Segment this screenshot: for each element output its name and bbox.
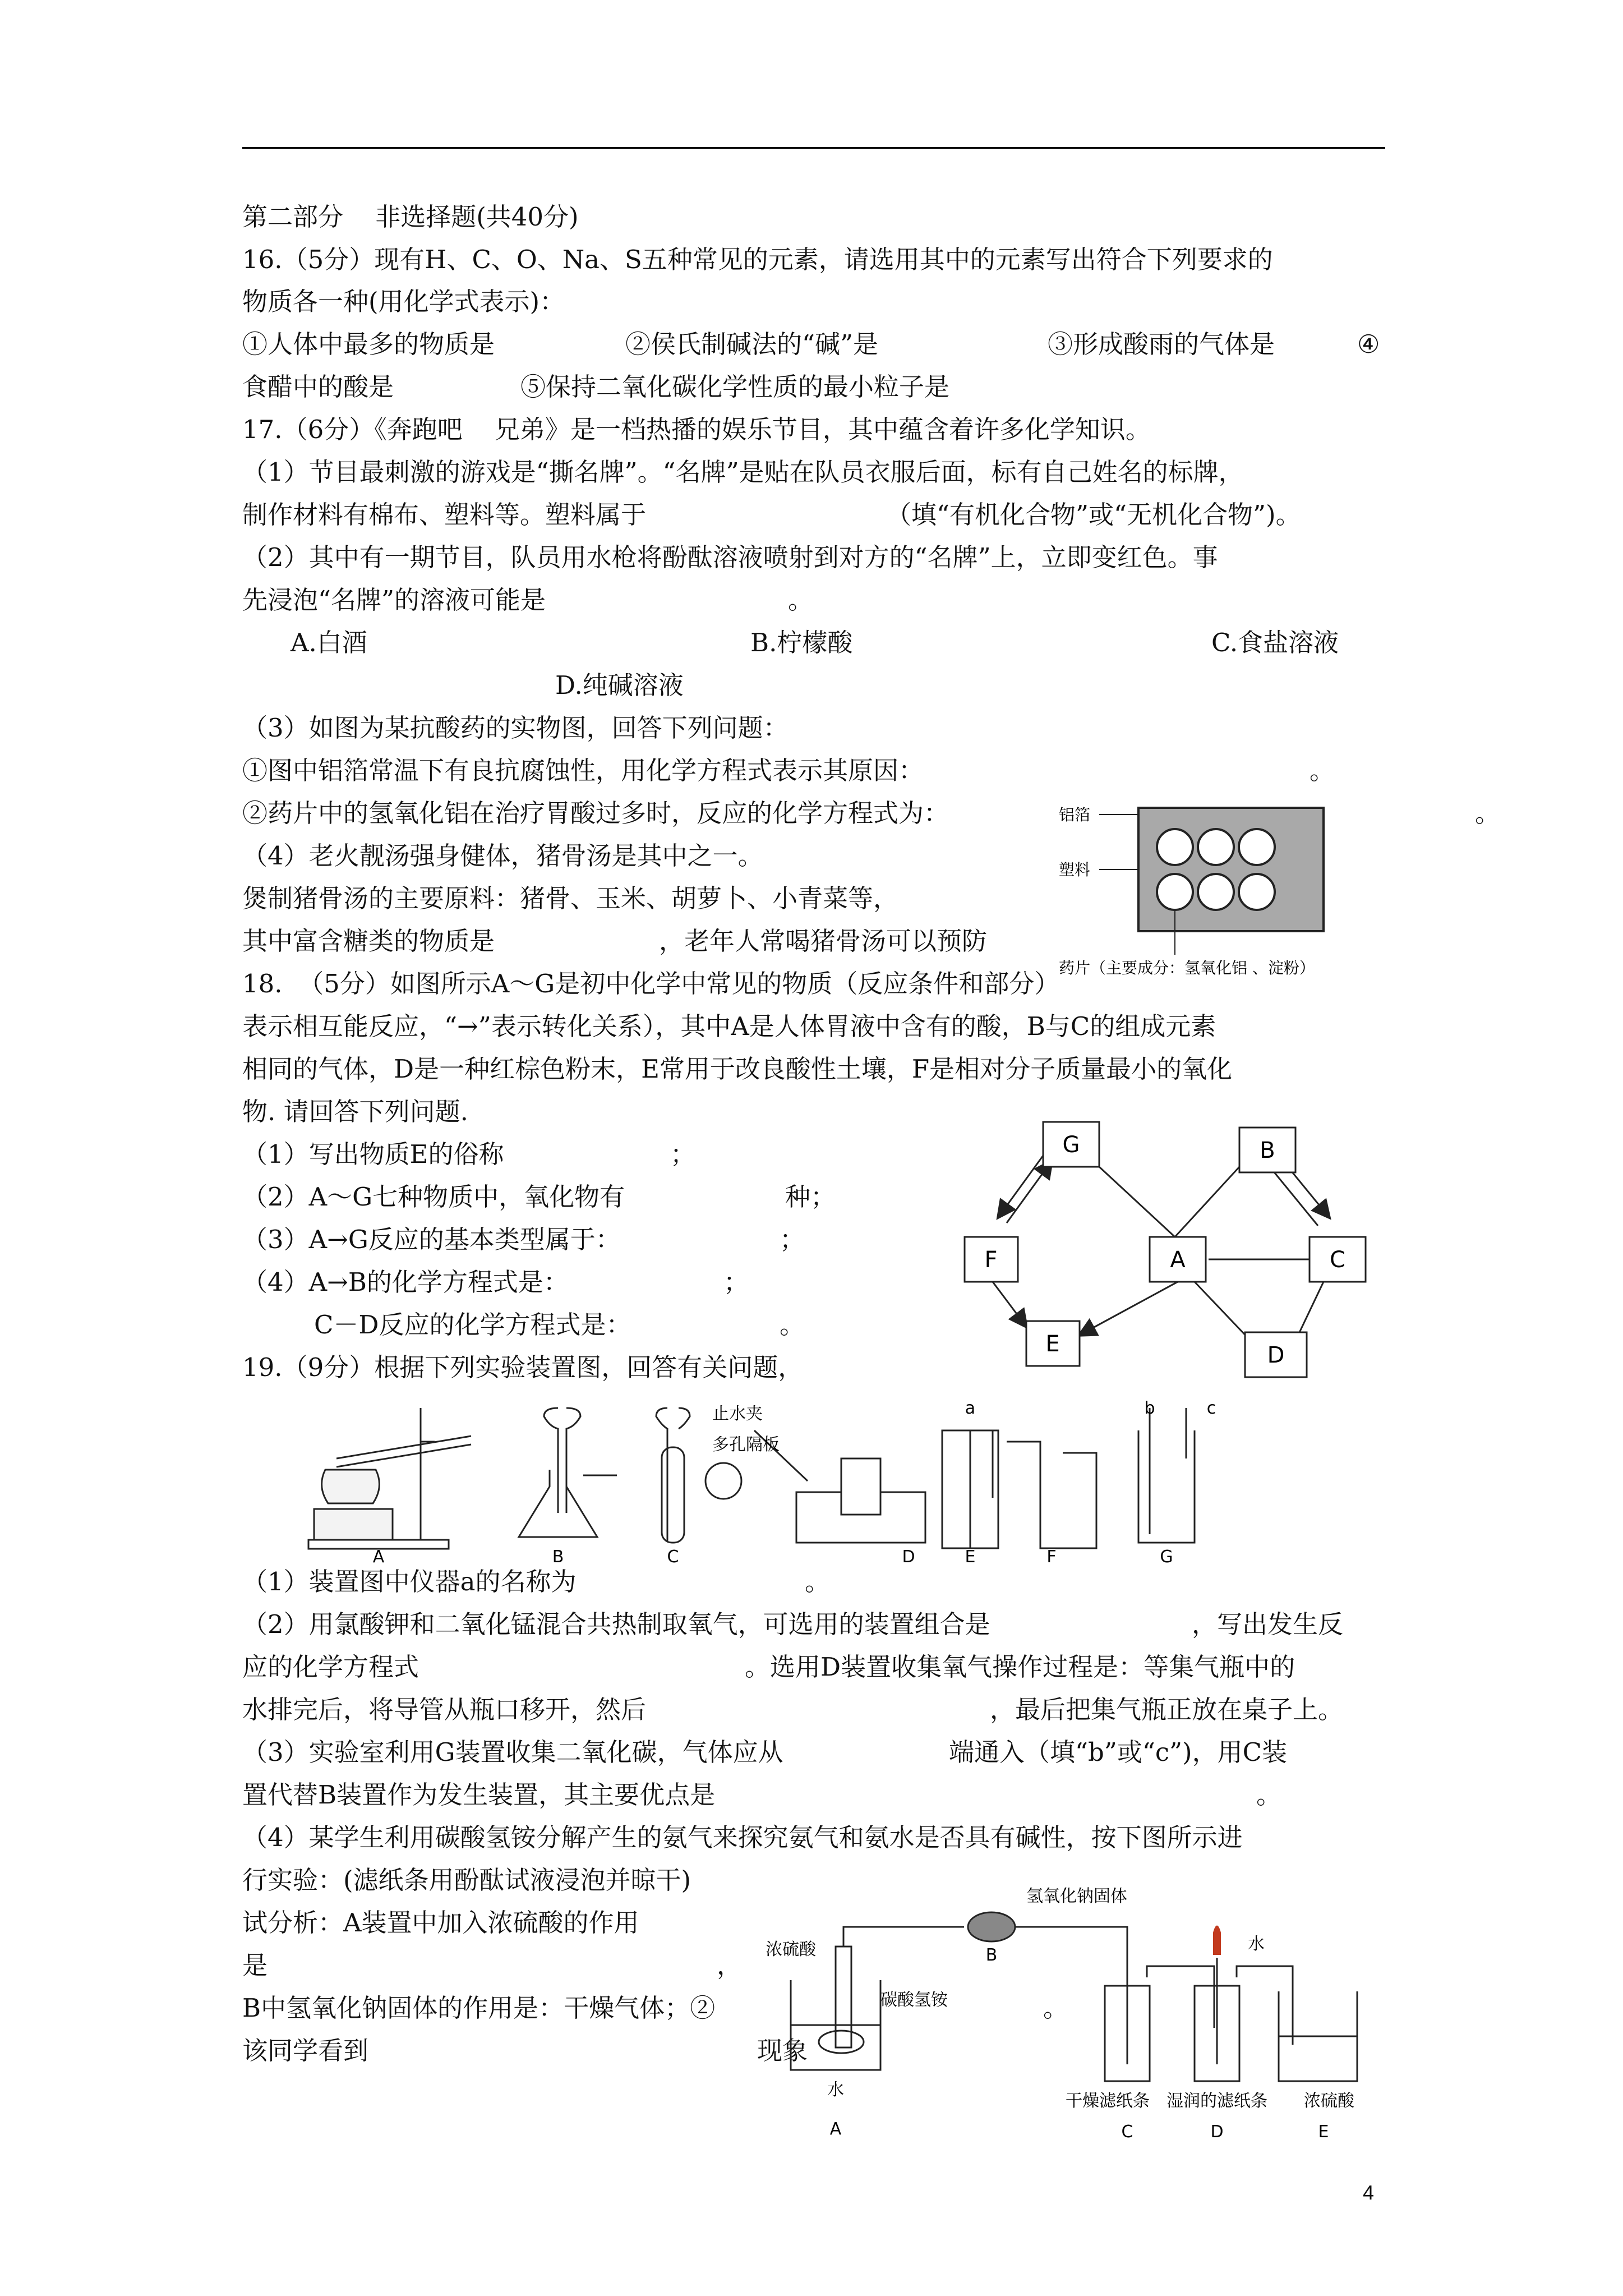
q18-part2b: 种； [785,1182,836,1212]
q16-item4-mark: ④ [1357,329,1380,359]
q17-line11: 煲制猪骨汤的主要原料：猪骨、玉米、胡萝卜、小青菜等， [242,884,899,913]
q18-part5b: 。 [780,1310,805,1340]
q19-part2d: 。选用D装置收集氧气操作过程是：等集气瓶中的 [745,1652,1295,1682]
tablet [1198,829,1234,865]
apparatus-label-a: A [372,1547,385,1565]
q19-part3a: （3）实验室利用G装置收集二氧化碳，气体应从 [242,1737,783,1767]
apparatus-label-b: B [552,1547,564,1565]
q17-option-b: B.柠檬酸 [750,628,853,657]
q19-part2c: 应的化学方程式 [242,1652,419,1682]
q18-part4b: ； [723,1267,749,1297]
label-conc-h2so4-e: 浓硫酸 [1304,2091,1354,2111]
q17-option-d: D.纯碱溶液 [555,670,684,700]
q17-line5b: 。 [788,585,814,615]
label-conc-h2so4: 浓硫酸 [766,1940,816,1959]
q19-part7b: 。 [1043,1993,1069,2023]
figure-caption: 药片（主要成分：氢氧化铝 、淀粉） [1059,959,1315,977]
lab-apparatus-figure [303,1397,1290,1565]
label-dry-filter-strip: 干燥滤纸条 [1066,2091,1150,2111]
q17-line8b: 。 [1310,756,1335,785]
label-c: C [1121,2122,1133,2142]
apparatus-label-small-a: a [965,1398,976,1418]
q17-line8a: ①图中铝箔常温下有良抗腐蚀性，用化学方程式表示其原因： [242,756,924,785]
q19-part1b: 。 [805,1567,831,1596]
tablet [1157,874,1193,910]
q19-part4b: 行实验：(滤纸条用酚酞试液浸泡并晾干) [242,1865,691,1895]
tablet [1198,874,1234,910]
label-aluminum-foil: 铝箔 [1059,806,1091,824]
label-wet-filter-strip: 湿润的滤纸条 [1166,2091,1267,2111]
q17-line3b: （填“有机化合物”或“无机化合物”)。 [886,500,1301,530]
apparatus-label-e: E [965,1547,976,1565]
q17-line9a: ②药片中的氢氧化铝在治疗胃酸过多时，反应的化学方程式为： [242,798,949,828]
q16-item4: 食醋中的酸是 [242,372,394,402]
node-e-label: E [1045,1331,1060,1357]
q18-part2a: （2）A～G七种物质中，氧化物有 [242,1182,625,1212]
q17-option-c: C.食盐溶液 [1211,628,1339,657]
q19-part3d: 。 [1256,1780,1282,1810]
q18-line4: 物. 请回答下列问题. [242,1097,468,1126]
q19-line1: 19.（9分）根据下列实验装置图，回答有关问题， [242,1352,804,1382]
label-nh4hco3: 碳酸氢铵 [880,1990,948,2010]
q18-line2: 表示相互能反应，“→”表示转化关系），其中A是人体胃液中含有的酸，B与C的组成元素 [242,1011,1216,1041]
q18-part1b: ； [670,1139,696,1169]
page-number: 4 [1363,2181,1375,2204]
q19-part6b: ， [717,1950,743,1980]
q18-part5a: C－D反应的化学方程式是： [314,1310,631,1340]
q19-part3c: 置代替B装置作为发生装置，其主要优点是 [242,1780,716,1810]
apparatus-label-clamp: 止水夹 [712,1404,763,1424]
q16-item5: ⑤保持二氧化碳化学性质的最小粒子是 [520,372,950,402]
ammonia-experiment-figure [751,1879,1447,2160]
q18-part1a: （1）写出物质E的俗称 [242,1139,504,1169]
q19-part8b: 现象 [757,2036,808,2065]
substance-relation-diagram [931,1111,1385,1391]
q17-line3a: 制作材料有棉布、塑料等。塑料属于 [242,500,647,530]
section-title: 第二部分 非选择题(共40分) [242,202,579,232]
label-naoh-solid: 氢氧化钠固体 [1026,1887,1127,1906]
q19-part6a: 是 [242,1950,268,1980]
dropper-bulb [1213,1926,1221,1955]
q19-part2b: ，写出发生反 [1192,1609,1344,1639]
q19-part7a: B中氢氧化钠固体的作用是：干燥气体；② [242,1993,716,2023]
node-g-label: G [1062,1132,1080,1158]
q19-part1a: （1）装置图中仪器a的名称为 [242,1567,577,1596]
q19-part4a: （4）某学生利用碳酸氢铵分解产生的氨气来探究氨气和氨水是否具有碱性，按下图所示进 [242,1823,1243,1852]
label-e: E [1318,2122,1329,2142]
node-f-label: F [984,1247,998,1273]
header-rule [242,147,1385,149]
apparatus-label-small-b: b [1144,1398,1155,1418]
label-water: 水 [827,2080,844,2100]
apparatus-label-c: C [667,1547,679,1565]
q19-part3b: 端通入（填“b”或“c”)，用C装 [949,1737,1288,1767]
q17-line9b: 。 [1475,798,1501,828]
node-c-label: C [1330,1247,1345,1273]
apparatus-label-f: F [1046,1547,1057,1565]
q19-part5: 试分析：A装置中加入浓硫酸的作用 [242,1908,639,1938]
label-a: A [829,2119,842,2139]
q16-item1: ①人体中最多的物质是 [242,329,495,359]
node-a-label: A [1170,1247,1186,1273]
q17-line10: （4）老火靓汤强身健体，猪骨汤是其中之一。 [242,841,763,871]
q19-part2e: 水排完后，将导管从瓶口移开，然后 [242,1695,647,1724]
q17-option-a: A.白酒 [291,628,367,657]
apparatus-label-plate: 多孔隔板 [712,1435,780,1455]
q17-line12b: ，老年人常喝猪骨汤可以预防 [659,926,988,956]
q19-part2f: ，最后把集气瓶正放在桌子上。 [990,1695,1344,1724]
q16-item2: ②侯氏制碱法的“碱”是 [625,329,879,359]
apparatus-label-d: D [902,1547,915,1565]
q17-line5a: 先浸泡“名牌”的溶液可能是 [242,585,546,615]
node-b-label: B [1260,1138,1275,1163]
label-d: D [1210,2122,1224,2142]
node-d-label: D [1267,1342,1285,1368]
apparatus-label-small-c: c [1206,1398,1216,1418]
label-b: B [985,1945,998,1965]
q18-line3: 相同的气体，D是一种红棕色粉末，E常用于改良酸性土壤，F是相对分子质量最小的氧化 [242,1054,1233,1084]
q17-line7: （3）如图为某抗酸药的实物图，回答下列问题： [242,713,789,743]
q16-item3: ③形成酸雨的气体是 [1048,329,1275,359]
q17-line12a: 其中富含糖类的物质是 [242,926,495,956]
q18-part4a: （4）A→B的化学方程式是： [242,1267,569,1297]
apparatus-label-g: G [1160,1547,1173,1565]
q18-part3a: （3）A→G反应的基本类型属于： [242,1225,621,1254]
q17-line2: （1）节目最刺激的游戏是“撕名牌”。“名牌”是贴在队员衣服后面，标有自己姓名的标牌， [242,457,1244,487]
tablet [1239,874,1275,910]
label-water-d: 水 [1248,1934,1265,1954]
q19-part2a: （2）用氯酸钾和二氧化锰混合共热制取氧气，可选用的装置组合是 [242,1609,990,1639]
q16-line1: 16.（5分）现有H、C、O、Na、S五种常见的元素，请选用其中的元素写出符合下列要求的 [242,245,1273,274]
q19-part8a: 该同学看到 [242,2036,369,2065]
q18-line1: 18. （5分）如图所示A～G是初中化学中常见的物质（反应条件和部分） [242,969,1060,999]
q16-line2: 物质各一种(用化学式表示)： [242,287,565,316]
q18-part3b: ； [780,1225,805,1254]
tablet [1157,829,1193,865]
antacid-tablet-figure [1054,802,1402,982]
tablet [1239,829,1275,865]
blister-pack [1138,808,1324,931]
q17-line4: （2）其中有一期节目，队员用水枪将酚酞溶液喷射到对方的“名牌”上，立即变红色。事 [242,542,1218,572]
q17-line1: 17.（6分）《奔跑吧 兄弟》是一档热播的娱乐节目，其中蕴含着许多化学知识。 [242,415,1151,444]
label-plastic: 塑料 [1059,861,1091,879]
